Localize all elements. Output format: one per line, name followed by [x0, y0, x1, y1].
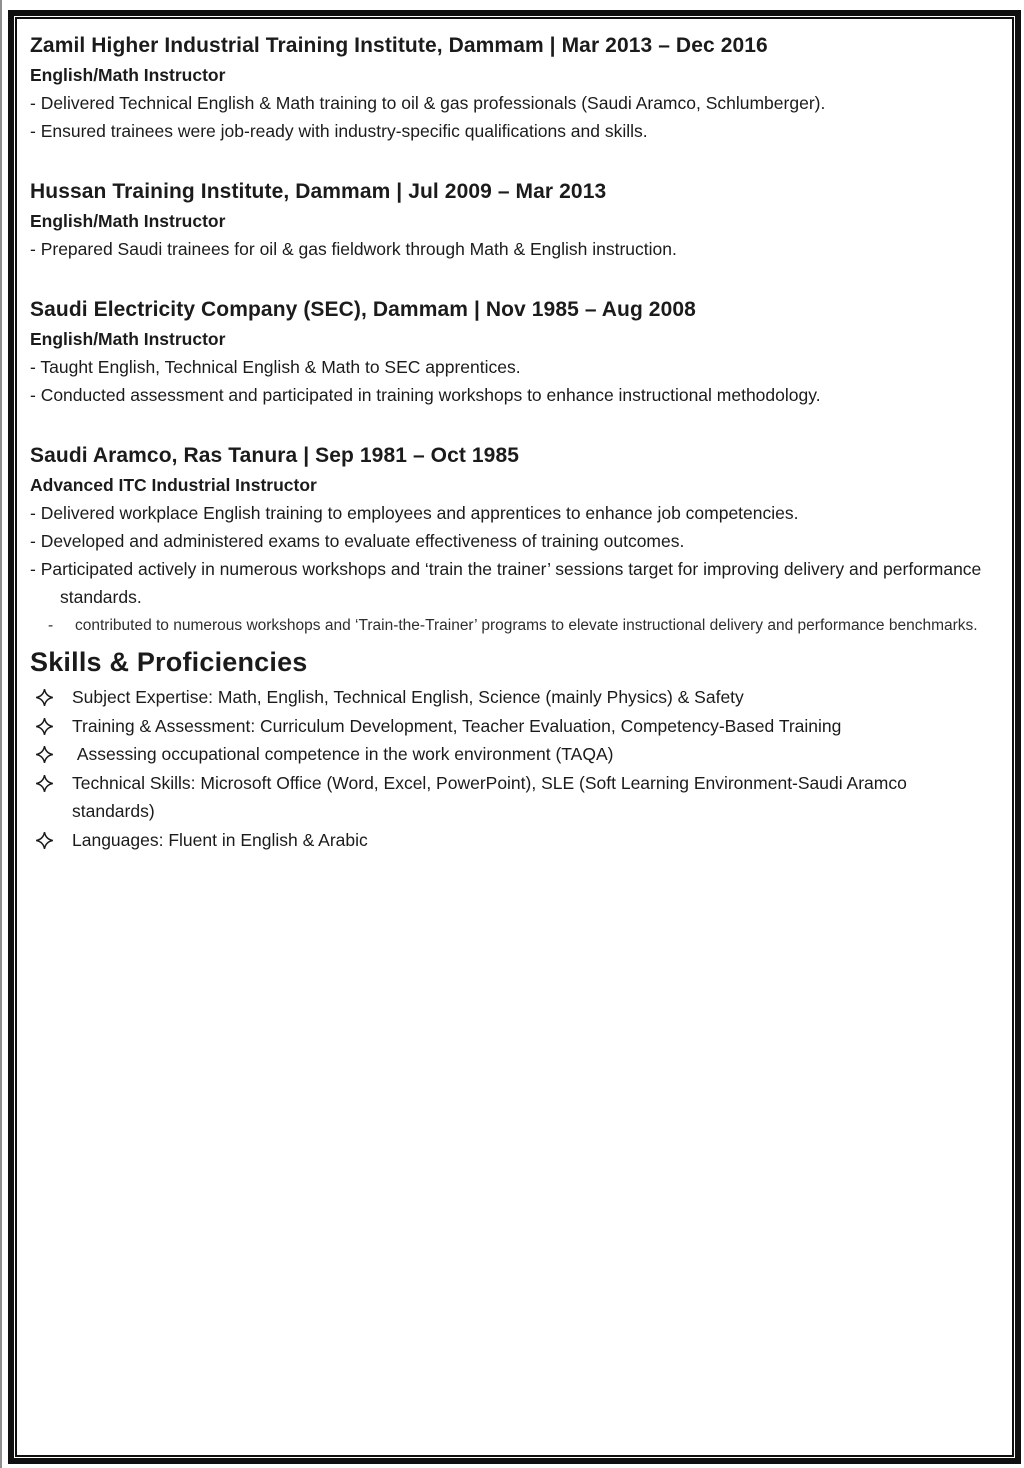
- experience-section: [30, 295, 991, 409]
- job-role: English/Math Instructor: [30, 211, 226, 231]
- job-title: Hussan Training Institute, Dammam | Jul 2009 – Mar 2013: [30, 180, 607, 203]
- job-bullet: - Prepared Saudi trainees for oil & gas fieldwork through Math & English instruction.: [30, 239, 677, 259]
- experience-section: [30, 177, 991, 263]
- job-bullet: - Delivered workplace English training to employees and apprentices to enhance job competencies.: [30, 503, 799, 523]
- job-bullet: - Delivered Technical English & Math training to oil & gas professionals (Saudi Aramco, Schlumberger).: [30, 93, 826, 113]
- skill-item: [30, 712, 991, 741]
- job-title: Saudi Electricity Company (SEC), Dammam | Nov 1985 – Aug 2008: [30, 298, 696, 321]
- four-pointed-star-icon: [30, 740, 72, 769]
- skill-text: Technical Skills: Microsoft Office (Word, Excel, PowerPoint), SLE (Soft Learning Environment-Saudi Aramco standards): [72, 772, 912, 821]
- skill-text: Training & Assessment: Curriculum Development, Teacher Evaluation, Competency-Based Training: [72, 715, 842, 736]
- skill-item: [30, 683, 991, 712]
- sub-note-dash: -: [48, 617, 54, 634]
- resume-content: [17, 19, 1015, 1455]
- job-bullet: - Taught English, Technical English & Math to SEC apprentices.: [30, 357, 521, 377]
- job-bullet: - Conducted assessment and participated in training workshops to enhance instructional methodology.: [30, 385, 821, 405]
- skill-item: [30, 826, 991, 855]
- skill-text: Subject Expertise: Math, English, Technical English, Science (mainly Physics) & Safety: [72, 687, 744, 707]
- experience-section: [30, 31, 991, 145]
- job-title: Saudi Aramco, Ras Tanura | Sep 1981 – Oct 1985: [30, 444, 520, 467]
- sub-note: [30, 613, 991, 639]
- experience-section: [30, 441, 991, 639]
- scan-edge-line: [0, 0, 2, 1468]
- skill-item: [30, 740, 991, 769]
- job-role: Advanced ITC Industrial Instructor: [30, 475, 317, 495]
- job-bullet: - Participated actively in numerous workshops and ‘train the trainer’ sessions target for improving delivery and performance standards.: [30, 559, 982, 607]
- skills-heading: Skills & Proficiencies: [30, 647, 308, 677]
- job-bullet: - Ensured trainees were job-ready with industry-specific qualifications and skills.: [30, 121, 648, 141]
- skill-text: Languages: Fluent in English & Arabic: [72, 829, 368, 850]
- four-pointed-star-icon: [30, 769, 72, 826]
- job-role: English/Math Instructor: [30, 65, 226, 85]
- skill-text: Assessing occupational competence in the work environment (TAQA): [72, 744, 614, 764]
- four-pointed-star-icon: [30, 683, 72, 712]
- job-title: Zamil Higher Industrial Training Institute, Dammam | Mar 2013 – Dec 2016: [30, 34, 768, 57]
- job-role: English/Math Instructor: [30, 329, 226, 349]
- skill-item: [30, 769, 991, 826]
- skills-section: [30, 643, 991, 854]
- four-pointed-star-icon: [30, 826, 72, 855]
- sub-note-text: contributed to numerous workshops and ‘Train-the-Trainer’ programs to elevate instructional delivery and performance benchmarks.: [75, 617, 978, 634]
- four-pointed-star-icon: [30, 712, 72, 741]
- job-bullet: - Developed and administered exams to evaluate effectiveness of training outcomes.: [30, 531, 685, 551]
